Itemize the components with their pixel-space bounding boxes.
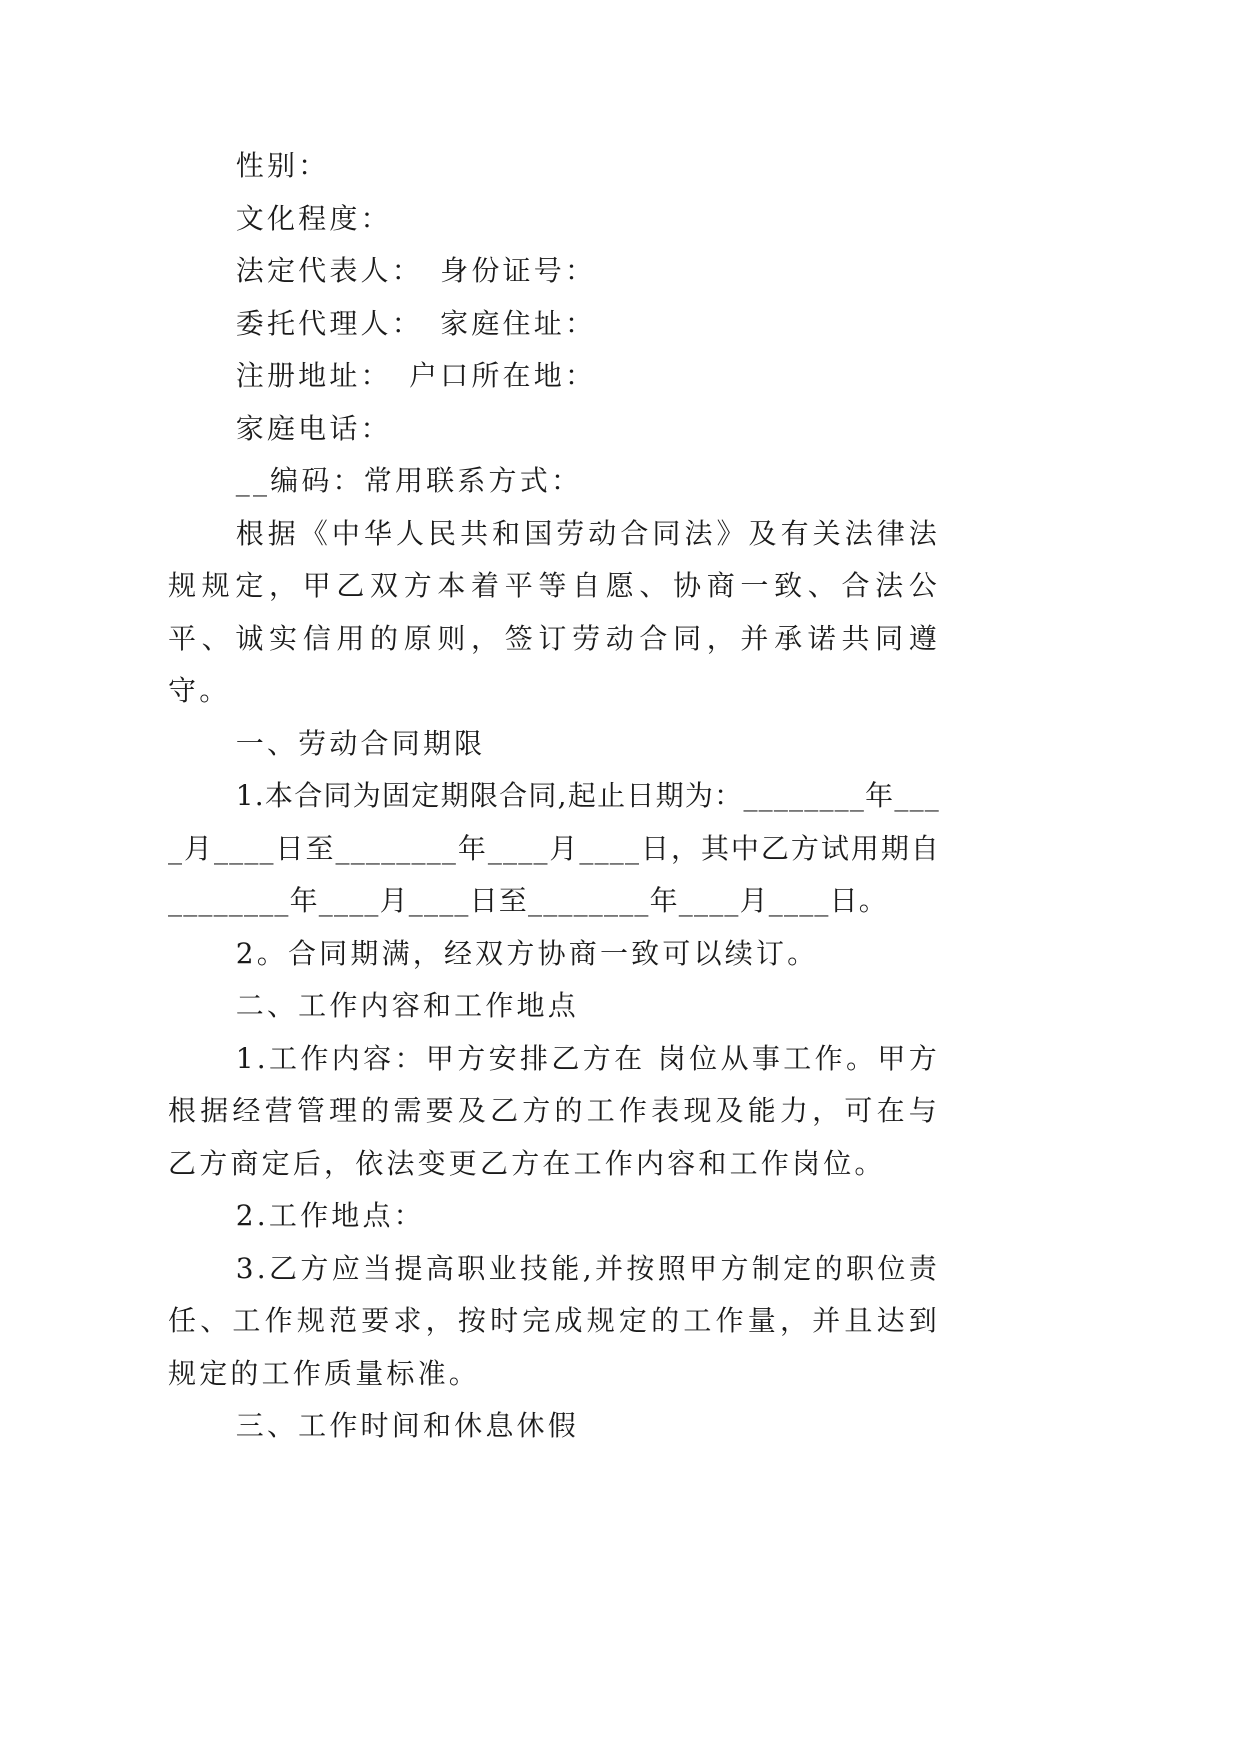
section-heading-hours: 三、工作时间和休息休假: [235, 1409, 579, 1442]
field-agent-address: 委托代理人： 家庭住址：: [235, 306, 597, 340]
field-postcode-contact: __编码：常用联系方式：: [235, 464, 583, 497]
field-education: 文化程度：: [235, 201, 392, 235]
clause-work-location: 2.工作地点：: [235, 1199, 425, 1232]
field-gender: 性别：: [235, 149, 330, 182]
field-legal-representative-id: 法定代表人： 身份证号：: [235, 254, 597, 287]
clause-work-standards: 3.乙方应当提高职业技能,并按照甲方制定的职位责任、工作规范要求，按时完成规定的工作量，并且达到规定的工作质量标准。: [168, 1251, 940, 1390]
section-heading-term: 一、劳动合同期限: [235, 726, 486, 760]
field-home-phone: 家庭电话：: [235, 411, 392, 445]
clause-term-dates: 1.本合同为固定期限合同,起止日期为：________年____月____日至________年____月____日，其中乙方试用期自________年____月____日至________年____月____日。: [168, 779, 940, 917]
document-body: [168, 140, 940, 1453]
clause-renewal: 2。合同期满，经双方协商一致可以续订。: [235, 936, 819, 970]
section-heading-work: 二、工作内容和工作地点: [235, 989, 579, 1022]
field-registered-address-hukou: 注册地址： 户口所在地：: [235, 359, 597, 392]
clause-work-content: 1.工作内容：甲方安排乙方在 岗位从事工作。甲方根据经营管理的需要及乙方的工作表现及能力，可在与乙方商定后，依法变更乙方在工作内容和工作岗位。: [168, 1041, 940, 1180]
preamble-paragraph: 根据《中华人民共和国劳动合同法》及有关法律法规规定，甲乙双方本着平等自愿、协商一致、合法公平、诚实信用的原则，签订劳动合同，并承诺共同遵守。: [168, 516, 940, 707]
